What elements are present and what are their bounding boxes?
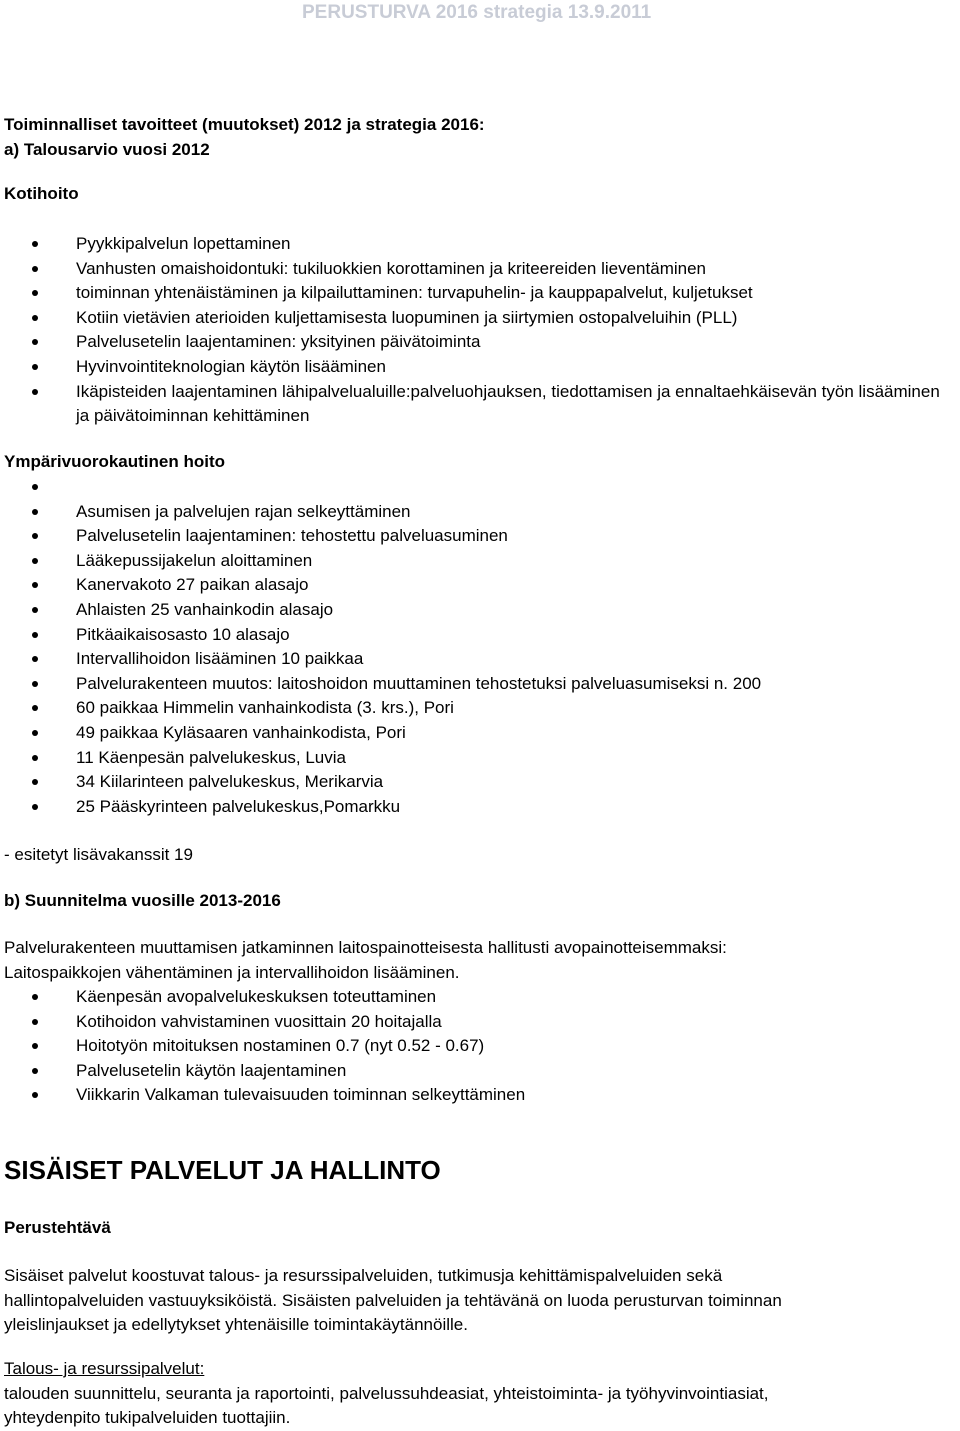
bullet-icon <box>32 1092 38 1098</box>
plan-heading: b) Suunnitelma vuosille 2013-2016 <box>4 891 281 910</box>
list-item: Viikkarin Valkaman tulevaisuuden toiminnan selkeyttäminen <box>4 1083 956 1108</box>
bullet-icon <box>32 632 38 638</box>
bullet-icon <box>32 290 38 296</box>
bullet-icon <box>32 266 38 272</box>
bullet-icon <box>32 339 38 345</box>
bullet-icon <box>32 656 38 662</box>
talous-heading: Talous- ja resurssipalvelut: <box>4 1359 205 1378</box>
ympari-list <box>4 475 956 819</box>
bullet-icon <box>32 364 38 370</box>
bullet-icon <box>32 1068 38 1074</box>
bullet-icon <box>32 558 38 564</box>
list-item: 34 Kiilarinteen palvelukeskus, Merikarvia <box>4 770 956 795</box>
list-item: 25 Pääskyrinteen palvelukeskus,Pomarkku <box>4 795 956 820</box>
list-item <box>4 475 956 500</box>
list-item: Pyykkipalvelun lopettaminen <box>4 232 956 257</box>
bullet-icon <box>32 509 38 515</box>
list-item: 11 Käenpesän palvelukeskus, Luvia <box>4 746 956 771</box>
talous-line: talouden suunnittelu, seuranta ja raportointi, palvelussuhdeasiat, yhteistoiminta- ja työhyvinvointiasiat, <box>4 1383 769 1403</box>
list-item: 49 paikkaa Kyläsaaren vanhainkodista, Pori <box>4 721 956 746</box>
title-block <box>4 113 956 162</box>
bullet-icon <box>32 607 38 613</box>
list-item: Ikäpisteiden laajentaminen lähipalvelualuille:palveluohjauksen, tiedottamisen ja ennaltaehkäisevän työn lisääminen ja päivätoiminnan kehittäminen <box>4 380 956 429</box>
doc-subtitle: a) Talousarvio vuosi 2012 <box>4 139 210 159</box>
perustehtava-paragraph <box>4 1264 956 1338</box>
plan-intro-line: Laitospaikkojen vähentäminen ja intervallihoidon lisääminen. <box>4 962 460 982</box>
bullet-icon <box>32 681 38 687</box>
bullet-icon <box>32 484 38 490</box>
list-item: Palvelusetelin laajentaminen: yksityinen päivätoiminta <box>4 330 956 355</box>
list-item: Palvelusetelin käytön laajentaminen <box>4 1059 956 1084</box>
bullet-icon <box>32 779 38 785</box>
page-header: PERUSTURVA 2016 strategia 13.9.2011 <box>302 2 652 23</box>
list-item: Ahlaisten 25 vanhainkodin alasajo <box>4 598 956 623</box>
bullet-icon <box>32 804 38 810</box>
list-item: Kotihoidon vahvistaminen vuosittain 20 hoitajalla <box>4 1010 956 1035</box>
paragraph-line: Sisäiset palvelut koostuvat talous- ja resurssipalveluiden, tutkimusja kehittämispalveluiden sekä <box>4 1266 723 1285</box>
talous-line: yhteydenpito tukipalveluiden tuottajiin. <box>4 1408 291 1428</box>
paragraph-line: yleislinjaukset ja edellytykset yhtenäisille toimintakäytännöille. <box>4 1315 468 1335</box>
list-item: Asumisen ja palvelujen rajan selkeyttäminen <box>4 500 956 525</box>
section-title: SISÄISET PALVELUT JA HALLINTO <box>4 1155 441 1185</box>
ympari-heading: Ympärivuorokautinen hoito <box>4 452 226 471</box>
bullet-icon <box>32 241 38 247</box>
plan-list <box>4 985 956 1108</box>
paragraph-line: hallintopalveluiden vastuuyksiköistä. Sisäisten palveluiden ja tehtävänä on luoda perusturvan toiminnan <box>4 1290 782 1310</box>
perustehtava-heading: Perustehtävä <box>4 1218 111 1237</box>
bullet-icon <box>32 755 38 761</box>
list-item: Vanhusten omaishoidontuki: tukiluokkien korottaminen ja kriteereiden lieventäminen <box>4 257 956 282</box>
list-item: Kotiin vietävien aterioiden kuljettamisesta luopuminen ja siirtymien ostopalveluihin (PLL) <box>4 306 956 331</box>
list-item: Palvelurakenteen muutos: laitoshoidon muuttaminen tehostetuksi palveluasumiseksi n. 200 <box>4 672 956 697</box>
bullet-icon <box>32 1019 38 1025</box>
bullet-icon <box>32 730 38 736</box>
lisavakanssit-text: - esitetyt lisävakanssit 19 <box>4 845 193 864</box>
list-item: Intervallihoidon lisääminen 10 paikkaa <box>4 647 956 672</box>
list-item: toiminnan yhtenäistäminen ja kilpailuttaminen: turvapuhelin- ja kauppapalvelut, kuljetukset <box>4 281 956 306</box>
bullet-icon <box>32 705 38 711</box>
list-item: Pitkäaikaisosasto 10 alasajo <box>4 623 956 648</box>
bullet-icon <box>32 582 38 588</box>
list-item: Hoitotyön mitoituksen nostaminen 0.7 (nyt 0.52 - 0.67) <box>4 1034 956 1059</box>
bullet-icon <box>32 533 38 539</box>
bullet-icon <box>32 994 38 1000</box>
list-item: Hyvinvointiteknologian käytön lisääminen <box>4 355 956 380</box>
kotihoito-heading: Kotihoito <box>4 184 79 203</box>
list-item: Palvelusetelin laajentaminen: tehostettu palveluasuminen <box>4 524 956 549</box>
kotihoito-list <box>4 232 956 429</box>
doc-title: Toiminnalliset tavoitteet (muutokset) 2012 ja strategia 2016: <box>4 115 485 134</box>
bullet-icon <box>32 1043 38 1049</box>
list-item: Käenpesän avopalvelukeskuksen toteuttaminen <box>4 985 956 1010</box>
talous-block <box>4 1357 956 1431</box>
list-item: 60 paikkaa Himmelin vanhainkodista (3. krs.), Pori <box>4 696 956 721</box>
plan-intro-line: Palvelurakenteen muuttamisen jatkaminnen laitospainotteisesta hallitusti avopainotteisemmaksi: <box>4 938 727 957</box>
list-item: Lääkepussijakelun aloittaminen <box>4 549 956 574</box>
bullet-icon <box>32 315 38 321</box>
list-item: Kanervakoto 27 paikan alasajo <box>4 573 956 598</box>
plan-intro <box>4 936 956 985</box>
bullet-icon <box>32 389 38 395</box>
